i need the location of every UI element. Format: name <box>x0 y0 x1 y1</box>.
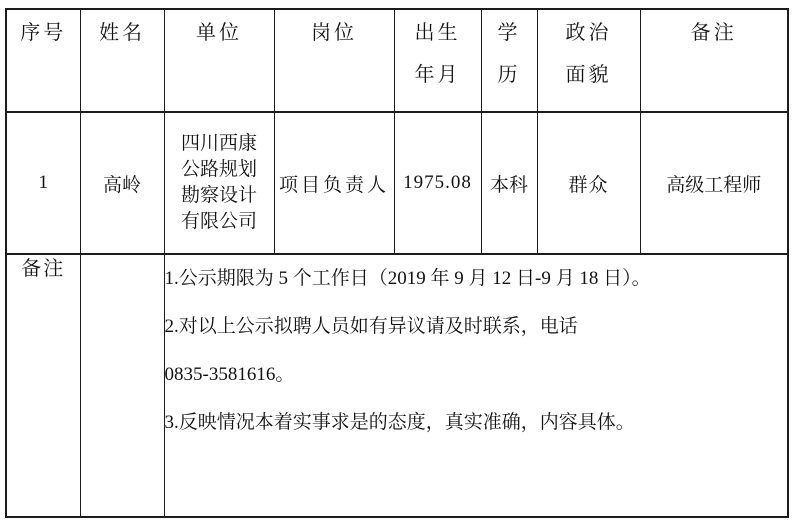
header-label: 姓名 <box>99 22 145 44</box>
unit-line: 公路规划 <box>180 159 257 180</box>
header-label-line2: 年月 <box>414 64 461 86</box>
cell-remark: 高级工程师 <box>640 112 788 254</box>
header-label: 序号 <box>20 22 67 44</box>
unit-line: 有限公司 <box>180 211 257 232</box>
header-label: 岗位 <box>311 22 357 44</box>
header-label-line2: 历 <box>497 64 521 86</box>
header-cell-seq <box>6 9 80 112</box>
note-line-1: 1.公示期限为 5 个工作日（2019 年 9 月 12 日-9 月 18 日）。 <box>164 268 651 289</box>
header-cell-political <box>537 9 640 112</box>
header-cell-unit <box>164 9 274 112</box>
cell-seq: 1 <box>6 112 80 254</box>
header-cell-birth <box>394 9 481 112</box>
header-label-line1: 出生 <box>414 22 461 44</box>
header-label: 备注 <box>690 22 737 44</box>
cell-position: 项目负责人 <box>274 112 394 254</box>
header-label-line1: 学 <box>497 22 521 44</box>
cell-name: 高岭 <box>80 112 164 254</box>
footer-empty-cell <box>80 254 164 517</box>
footer-row <box>6 254 788 517</box>
unit-line: 勘察设计 <box>180 185 257 206</box>
header-cell-education <box>481 9 537 112</box>
cell-unit <box>164 112 274 254</box>
header-label: 单位 <box>196 22 242 44</box>
header-label-line1: 政治 <box>565 22 612 44</box>
header-label-line2: 面貌 <box>565 64 612 86</box>
note-line-2-phone: 0835-3581616。 <box>164 364 295 385</box>
footer-label-cell: 备注 <box>6 254 80 517</box>
note-line-2: 2.对以上公示拟聘人员如有异议请及时联系，电话 <box>164 316 578 337</box>
header-cell-remark <box>640 9 788 112</box>
unit-line: 四川西康 <box>180 133 257 154</box>
cell-education: 本科 <box>481 112 537 254</box>
header-cell-name <box>80 9 164 112</box>
footer-notes-cell <box>164 254 788 517</box>
header-cell-position <box>274 9 394 112</box>
table-row <box>6 112 788 254</box>
note-line-3: 3.反映情况本着实事求是的态度，真实准确，内容具体。 <box>164 412 635 433</box>
roster-table <box>5 8 789 518</box>
header-row <box>6 9 788 112</box>
cell-political: 群众 <box>537 112 640 254</box>
cell-birth: 1975.08 <box>394 112 481 254</box>
